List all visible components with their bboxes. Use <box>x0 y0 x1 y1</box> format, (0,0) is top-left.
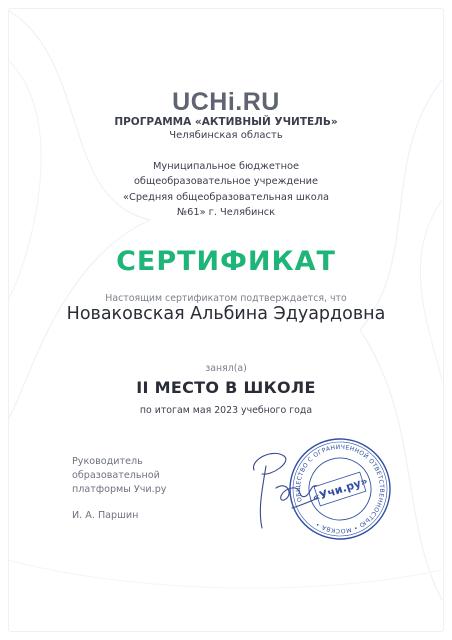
svg-text:ОБЩЕСТВО С ОГРАНИЧЕННОЙ ОТВЕТС: ОБЩЕСТВО С ОГРАНИЧЕННОЙ ОТВЕТСТВЕННОСТЬЮ • МОСКВА • <box>294 443 386 535</box>
confirm-text: Настоящим сертификатом подтверждается, что <box>105 293 347 304</box>
signer-name: И. А. Паршин <box>72 510 139 521</box>
uchi-logo: UCHi.RU <box>172 88 280 116</box>
recipient-name: Новаковская Альбина Эдуардовна <box>66 304 386 324</box>
signer-role-line: платформы Учи.ру <box>72 484 167 495</box>
period-text: по итогам мая 2023 учебного года <box>139 405 313 416</box>
signer-role-line: образовательной <box>72 470 160 481</box>
school-line: общеобразовательное учреждение <box>133 176 319 188</box>
place-label: занял(а) <box>205 363 247 374</box>
school-line: №61» г. Челябинск <box>176 206 276 218</box>
place-result: II МЕСТО В ШКОЛЕ <box>136 378 316 397</box>
stamp-seal <box>286 435 394 543</box>
certificate-title: СЕРТИФИКАТ <box>116 246 336 277</box>
school-name <box>0 159 452 220</box>
signer-role-line: Руководитель <box>72 456 143 467</box>
program-title: ПРОГРАММА «АКТИВНЫЙ УЧИТЕЛЬ» <box>114 116 338 128</box>
svg-text:«Учи.ру»: «Учи.ру» <box>310 474 370 505</box>
region-label: Челябинская область <box>169 130 283 141</box>
signer-role <box>72 455 166 497</box>
school-line: Муниципальное бюджетное <box>152 161 300 172</box>
school-line: «Средняя общеобразовательная школа <box>122 191 330 203</box>
